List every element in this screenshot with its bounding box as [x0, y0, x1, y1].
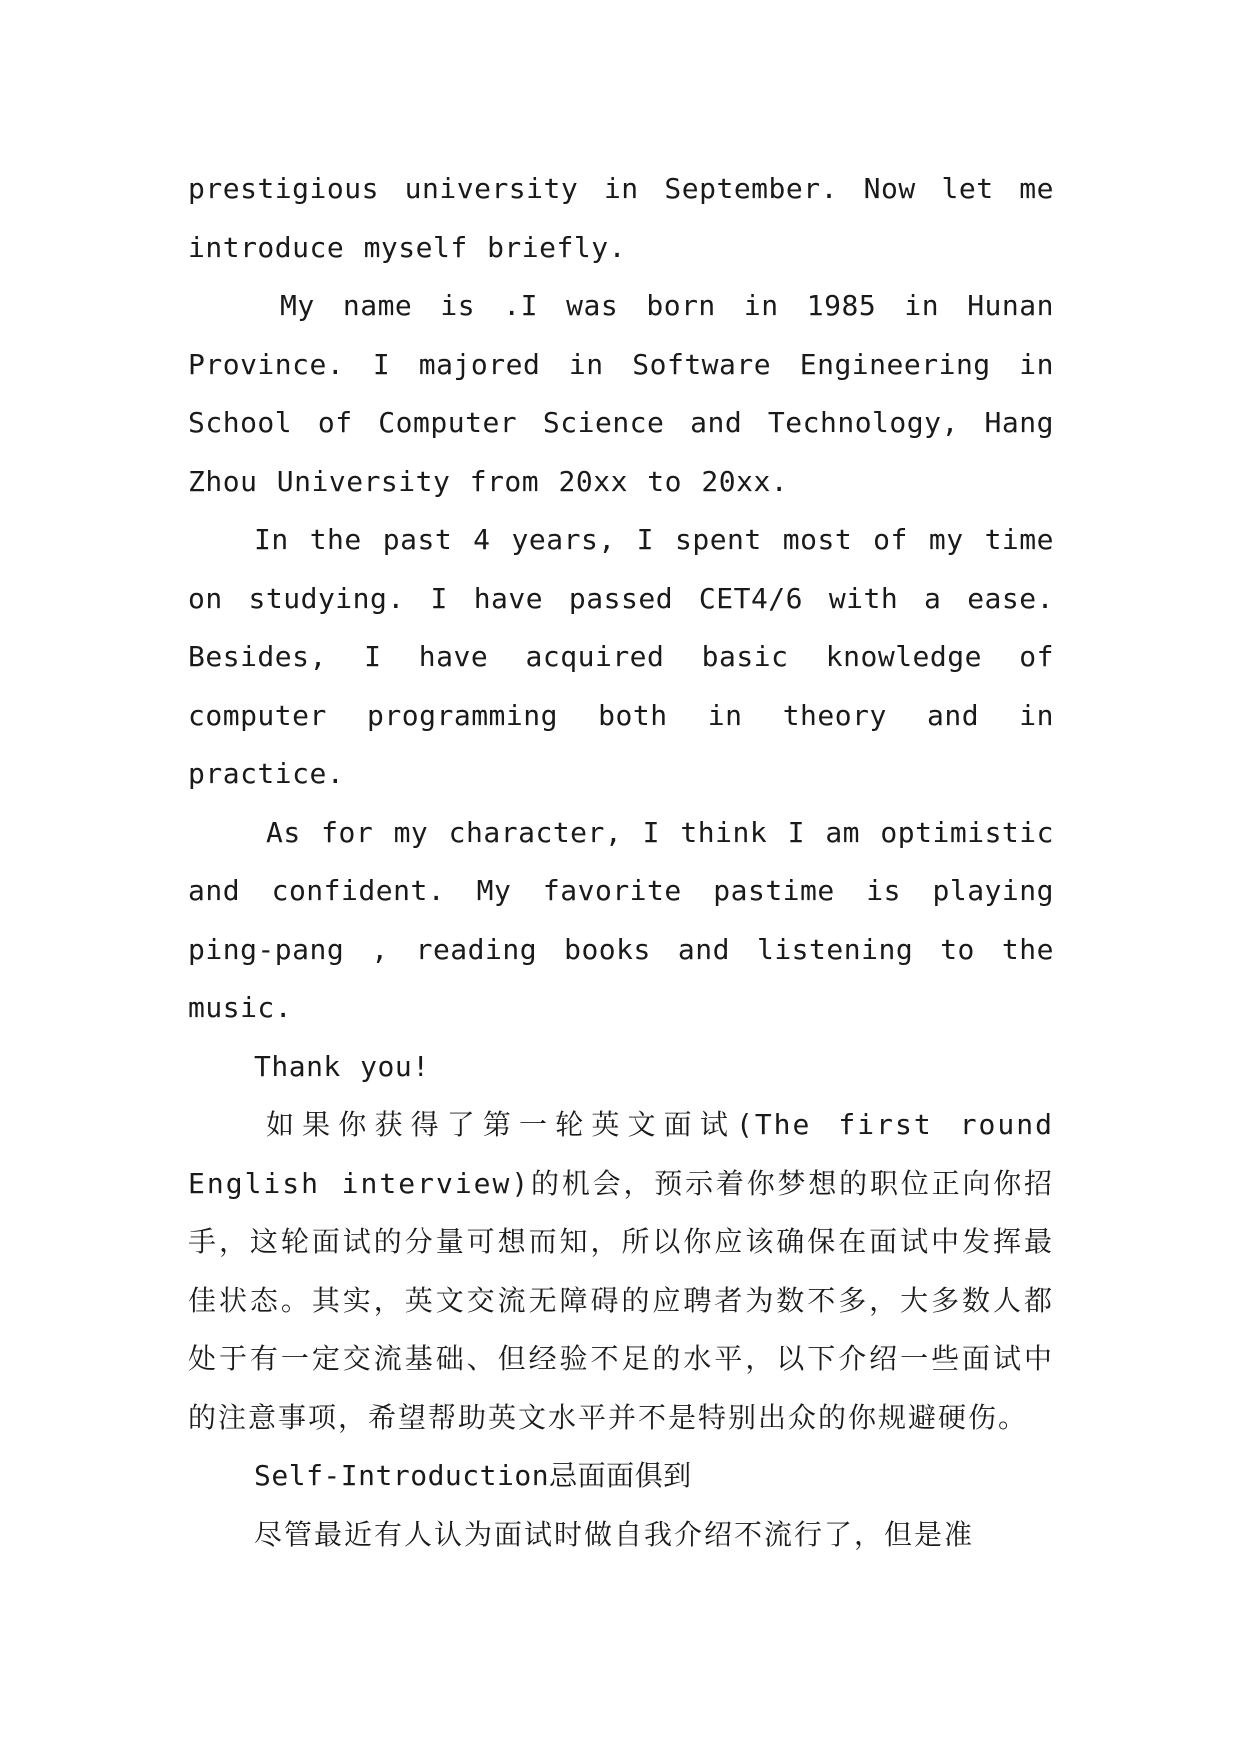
paragraph-character: As for my character, I think I am optimistic and confident. My favorite pastime is playing ping-pang , reading books and listening to the music.	[188, 815, 1054, 1024]
section-heading-self-introduction: Self-Introduction忌面面俱到	[254, 1459, 692, 1492]
paragraph-personal-info: My name is .I was born in 1985 in Hunan Province. I majored in Software Engineering in School of Computer Science and Technology, Hang Zhou University from 20xx to 20xx.	[188, 289, 1054, 498]
paragraph-interview-advice: 如果你获得了第一轮英文面试(The first round English interview)的机会，预示着你梦想的职位正向你招手，这轮面试的分量可想而知，所以你应该确保在面试中发挥最佳状态。其实，英文交流无障碍的应聘者为数不多，大多数人都处于有一定交流基础、但经验不足的水平，以下介绍一些面试中的注意事项，希望帮助英文水平并不是特别出众的你规避硬伤。	[188, 1108, 1054, 1434]
paragraph-intro-continuation: prestigious university in September. Now let me introduce myself briefly.	[188, 172, 1054, 264]
paragraph-self-introduction-start: 尽管最近有人认为面试时做自我介绍不流行了，但是准	[254, 1517, 975, 1551]
document-body	[188, 160, 1054, 1564]
paragraph-education: In the past 4 years, I spent most of my time on studying. I have passed CET4/6 with a ease. Besides, I have acquired basic knowledge of computer programming both in theory and in practice.	[188, 523, 1054, 790]
paragraph-thanks: Thank you!	[254, 1049, 430, 1083]
